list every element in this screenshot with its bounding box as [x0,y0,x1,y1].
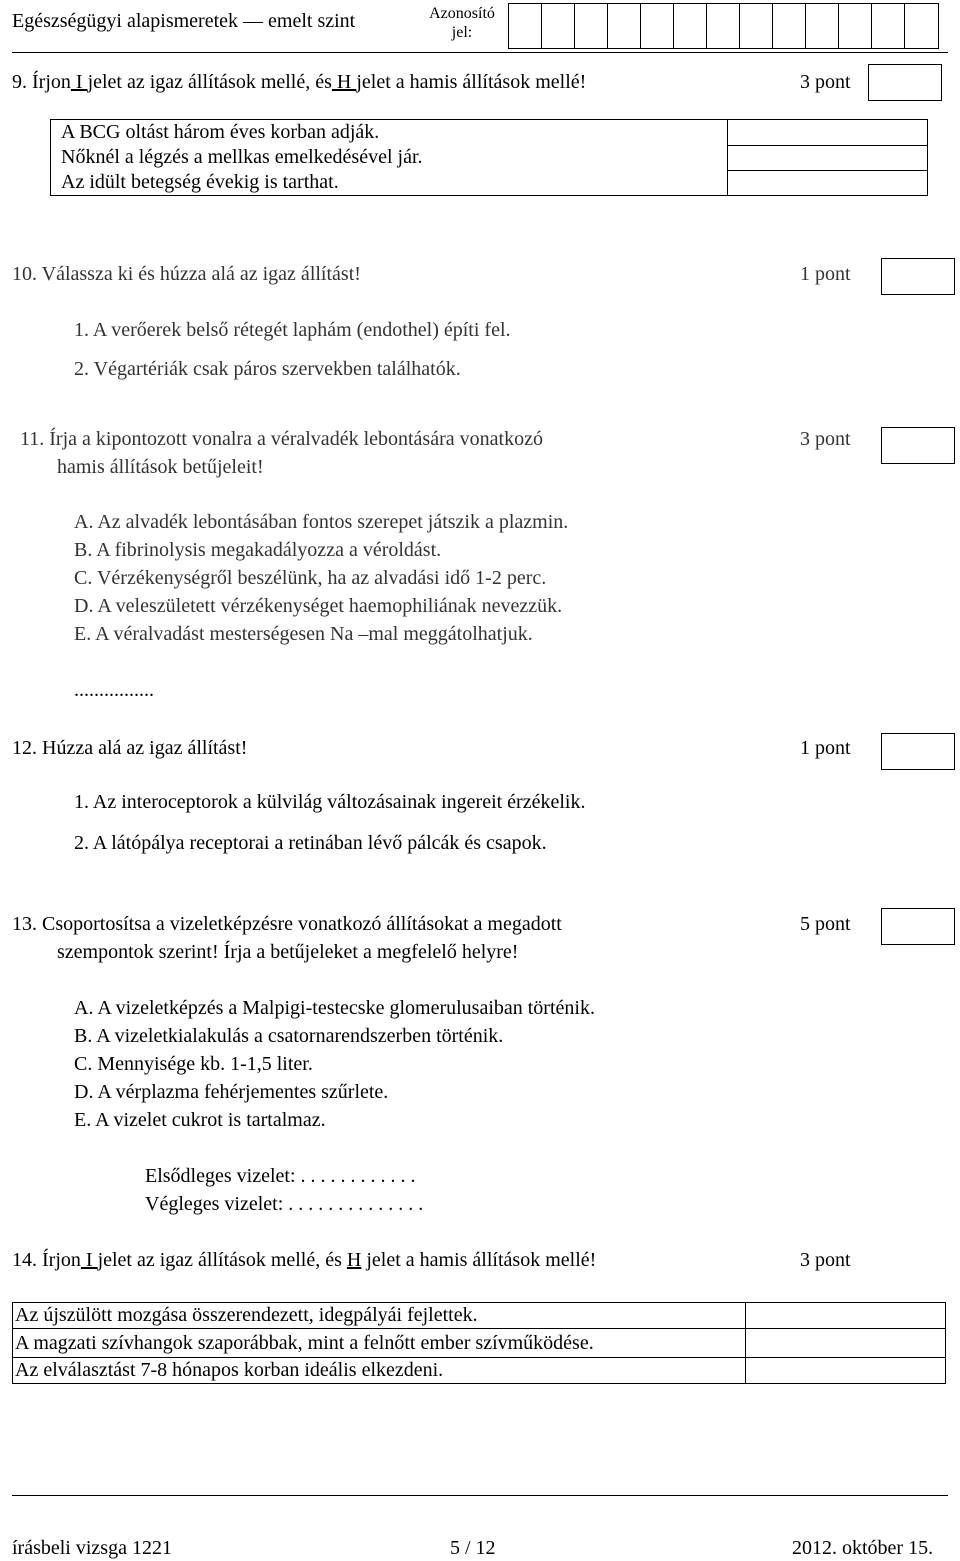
q9-prompt-pre: 9. Írjon [12,71,71,93]
q14-statements-table [12,1302,946,1384]
exam-title: Egészségügyi alapismeretek — emelt szint [12,10,356,32]
table-row [51,120,928,146]
q14-mark-false: H [346,1249,362,1271]
q13-points: 5 pont [800,913,851,935]
q11-prompt-line1: 11. Írja a kipontozott vonalra a véralvadék lebontására vonatkozó [20,428,543,450]
q9-answer-cell-3[interactable] [728,170,928,196]
q12-points: 1 pont [800,737,851,759]
identifier-label [420,4,504,42]
q9-points: 3 pont [800,71,851,93]
identifier-box[interactable] [575,4,608,48]
q9-score-box[interactable] [868,64,942,101]
q14-prompt-pre: 14. Írjon [12,1249,81,1271]
q14-prompt-mid: jelet az igaz állítások mellé, és [97,1249,342,1271]
q9-statement-1: A BCG oltást három éves korban adják. [51,120,728,146]
q13-prompt-line1: 13. Csoportosítsa a vizeletképzésre vonatkozó állításokat a megadott [12,913,562,935]
q14-answer-cell-1[interactable] [746,1303,946,1329]
q14-points: 3 pont [800,1249,851,1271]
q13-answer-primary[interactable]: Elsődleges vizelet: . . . . . . . . . . . . [145,1165,416,1187]
q11-item-c: C. Vérzékenységről beszélünk, ha az alvadási idő 1-2 perc. [74,567,547,589]
q13-item-a: A. A vizeletképzés a Malpigi-testecske glomerulusaiban történik. [74,997,595,1019]
footer-page-number: 5 / 12 [450,1537,496,1559]
q12-score-box[interactable] [881,733,955,770]
table-row [13,1358,946,1384]
q14-statement-3: Az elválasztást 7-8 hónapos korban ideális elkezdeni. [13,1358,746,1384]
q9-prompt-mid: jelet az igaz állítások mellé, és [87,71,332,93]
q11-answer-line[interactable]: ................ [74,679,154,701]
q13-answer-final[interactable]: Végleges vizelet: . . . . . . . . . . . . . . [145,1193,424,1215]
q10-prompt: 10. Válassza ki és húzza alá az igaz állítást! [12,263,361,285]
q11-points: 3 pont [800,428,851,450]
q9-statement-2: Nőknél a légzés a mellkas emelkedésével jár. [51,145,728,170]
q11-item-a: A. Az alvadék lebontásában fontos szerepet játszik a plazmin. [74,511,569,533]
q12-prompt: 12. Húzza alá az igaz állítást! [12,737,248,759]
q10-option-2[interactable]: 2. Végartériák csak páros szervekben találhatók. [74,358,461,380]
q10-points: 1 pont [800,263,851,285]
q10-score-box[interactable] [881,258,955,295]
footer-date: 2012. október 15. [792,1537,934,1559]
q13-prompt-line2: szempontok szerint! Írja a betűjeleket a megfelelő helyre! [57,941,519,963]
table-row [51,145,928,170]
q12-option-2[interactable]: 2. A látópálya receptorai a retinában lévő pálcák és csapok. [74,832,547,854]
q14-statement-2: A magzati szívhangok szaporábbak, mint a felnőtt ember szívműködése. [13,1329,746,1358]
q9-answer-cell-1[interactable] [728,120,928,146]
table-row [13,1303,946,1329]
identifier-box[interactable] [905,4,938,48]
q13-item-b: B. A vizeletkialakulás a csatornarendszerben történik. [74,1025,504,1047]
identifier-box[interactable] [608,4,641,48]
q9-mark-true: I [70,71,88,93]
q13-item-d: D. A vérplazma fehérjementes szűrlete. [74,1081,389,1103]
identifier-box[interactable] [872,4,905,48]
identifier-label-line2: jel: [451,24,473,41]
identifier-box[interactable] [839,4,872,48]
identifier-box[interactable] [542,4,575,48]
q11-item-d: D. A veleszületett vérzékenységet haemophiliának nevezzük. [74,595,563,617]
q13-item-e: E. A vizelet cukrot is tartalmaz. [74,1109,326,1131]
q13-item-c: C. Mennyisége kb. 1-1,5 liter. [74,1053,313,1075]
identifier-box[interactable] [509,4,542,48]
footer-divider [12,1495,948,1496]
identifier-box[interactable] [740,4,773,48]
q11-prompt-line2: hamis állítások betűjeleit! [57,456,264,478]
identifier-box[interactable] [806,4,839,48]
q9-statements-table [50,119,928,196]
q14-prompt [12,1248,596,1272]
q10-option-1[interactable]: 1. A verőerek belső rétegét laphám (endothel) építi fel. [74,319,511,341]
q9-prompt [12,70,586,94]
table-row [51,170,928,196]
q11-item-e: E. A véralvadást mesterségesen Na –mal meggátolhatjuk. [74,623,533,645]
q11-score-box[interactable] [881,427,955,464]
identifier-box[interactable] [674,4,707,48]
identifier-label-line1: Azonosító [429,5,495,22]
q13-score-box[interactable] [881,908,955,945]
q14-mark-true: I [80,1249,98,1271]
q14-answer-cell-2[interactable] [746,1329,946,1358]
identifier-box[interactable] [707,4,740,48]
table-row [13,1329,946,1358]
header-divider [12,52,948,53]
identifier-box[interactable] [641,4,674,48]
q11-item-b: B. A fibrinolysis megakadályozza a véroldást. [74,539,442,561]
identifier-boxes[interactable] [508,3,939,49]
q14-answer-cell-3[interactable] [746,1358,946,1384]
q9-answer-cell-2[interactable] [728,145,928,170]
q14-statement-1: Az újszülött mozgása összerendezett, idegpályái fejlettek. [13,1303,746,1329]
q14-prompt-post: jelet a hamis állítások mellé! [361,1249,597,1271]
footer-exam-code: írásbeli vizsga 1221 [12,1537,172,1559]
q9-prompt-post: jelet a hamis állítások mellé! [356,71,587,93]
q12-option-1[interactable]: 1. Az interoceptorok a külvilág változásainak ingereit érzékelik. [74,791,586,813]
q9-mark-false: H [331,71,357,93]
identifier-box[interactable] [773,4,806,48]
q9-statement-3: Az idült betegség évekig is tarthat. [51,170,728,196]
